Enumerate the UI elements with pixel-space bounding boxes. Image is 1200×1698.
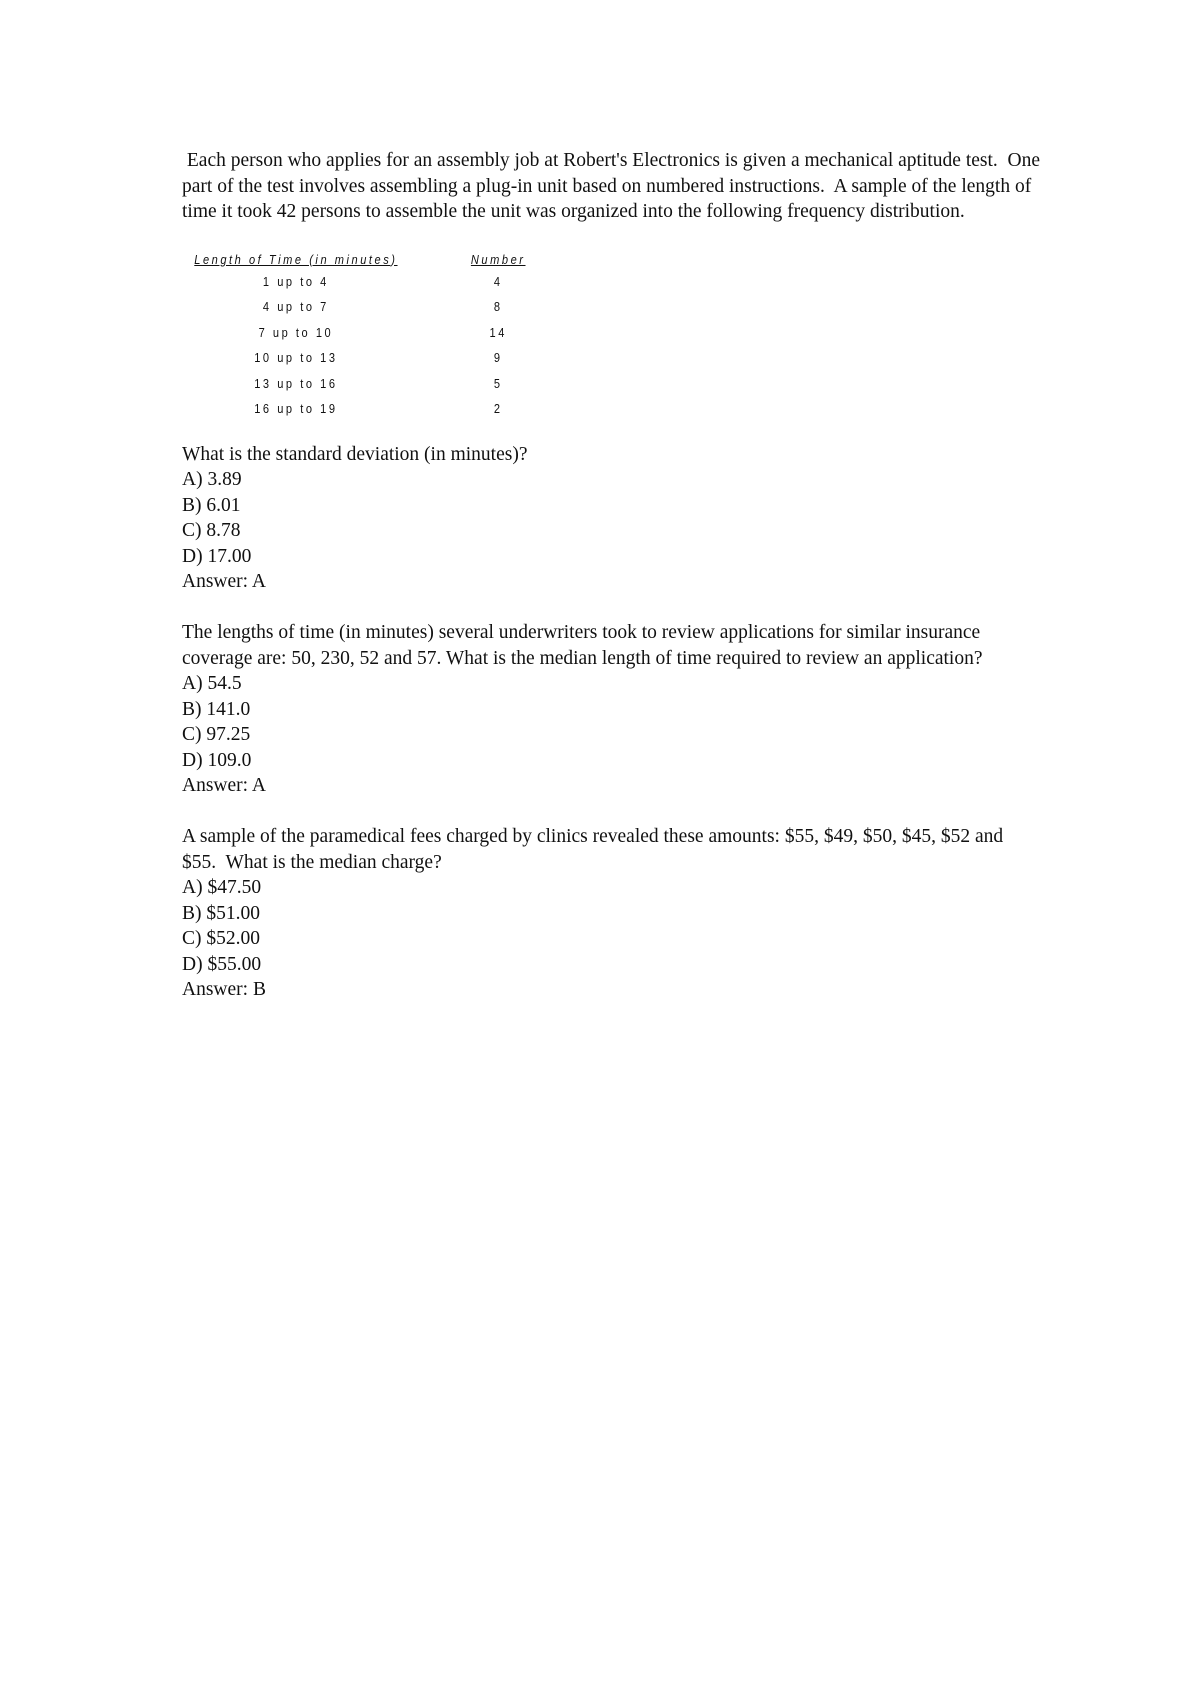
- problem3-answer: Answer: B: [182, 979, 266, 1000]
- problem1-option-c: C) 8.78: [182, 520, 241, 541]
- row-number: 2: [493, 401, 503, 416]
- row-time: 10 up to 13: [254, 350, 338, 365]
- spacer: [182, 595, 1042, 621]
- problem3-option-c: C) $52.00: [182, 928, 260, 949]
- row-time: 16 up to 19: [254, 401, 338, 416]
- problem1-option-a: A) 3.89: [182, 469, 242, 490]
- problem3-option-d: D) $55.00: [182, 953, 262, 975]
- spacer: [182, 799, 1042, 825]
- problem2-option-a: A) 54.5: [182, 673, 242, 694]
- problem2-option-d: D) 109.0: [182, 749, 252, 771]
- problem2-option-b: B) 141.0: [182, 698, 251, 720]
- table-row: [182, 345, 913, 371]
- row-time: 4 up to 7: [262, 299, 329, 314]
- frequency-table-header: [182, 247, 913, 269]
- document-page: [182, 148, 1045, 1003]
- row-time: 13 up to 16: [254, 375, 338, 391]
- table-row: [182, 294, 913, 320]
- problem3-option-b: B) $51.00: [182, 902, 260, 924]
- row-number: 4: [493, 273, 503, 289]
- table-row: [182, 396, 913, 422]
- problem2-question: The lengths of time (in minutes) several underwriters took to review applications for similar insurance coverage are: 50, 230, 52 and 57. What is the median length of time required to review an application?: [182, 622, 986, 669]
- problem1-option-b: B) 6.01: [182, 494, 241, 516]
- problem1-question: What is the standard deviation (in minutes)?: [182, 443, 528, 465]
- problem2-answer: Answer: A: [182, 775, 266, 796]
- problem3-question: A sample of the paramedical fees charged by clinics revealed these amounts: $55, $49, $50, $45, $52 and $55. What is the median charge?: [182, 826, 1008, 873]
- table-row: [182, 320, 913, 346]
- problem1-intro: Each person who applies for an assembly job at Robert's Electronics is given a mechanical aptitude test. One part of the test involves assembling a plug-in unit based on numbered instructions. A sample of the length of time it took 42 persons to assemble the unit was organized into the following frequency distribution.: [182, 150, 1045, 222]
- frequency-table: [182, 247, 913, 422]
- row-time: 7 up to 10: [258, 324, 334, 340]
- header-length-of-time: Length of Time (in minutes): [194, 251, 398, 267]
- row-time: 1 up to 4: [262, 273, 329, 289]
- table-row: [182, 269, 913, 295]
- problem3-option-a: A) $47.50: [182, 877, 262, 898]
- row-number: 14: [489, 324, 507, 340]
- problem1-option-d: D) 17.00: [182, 545, 252, 567]
- table-row: [182, 371, 913, 397]
- header-number: Number: [470, 251, 526, 267]
- problem2-option-c: C) 97.25: [182, 724, 251, 745]
- problem1-answer: Answer: A: [182, 571, 266, 592]
- row-number: 9: [493, 350, 503, 365]
- row-number: 5: [493, 375, 503, 391]
- row-number: 8: [493, 299, 503, 314]
